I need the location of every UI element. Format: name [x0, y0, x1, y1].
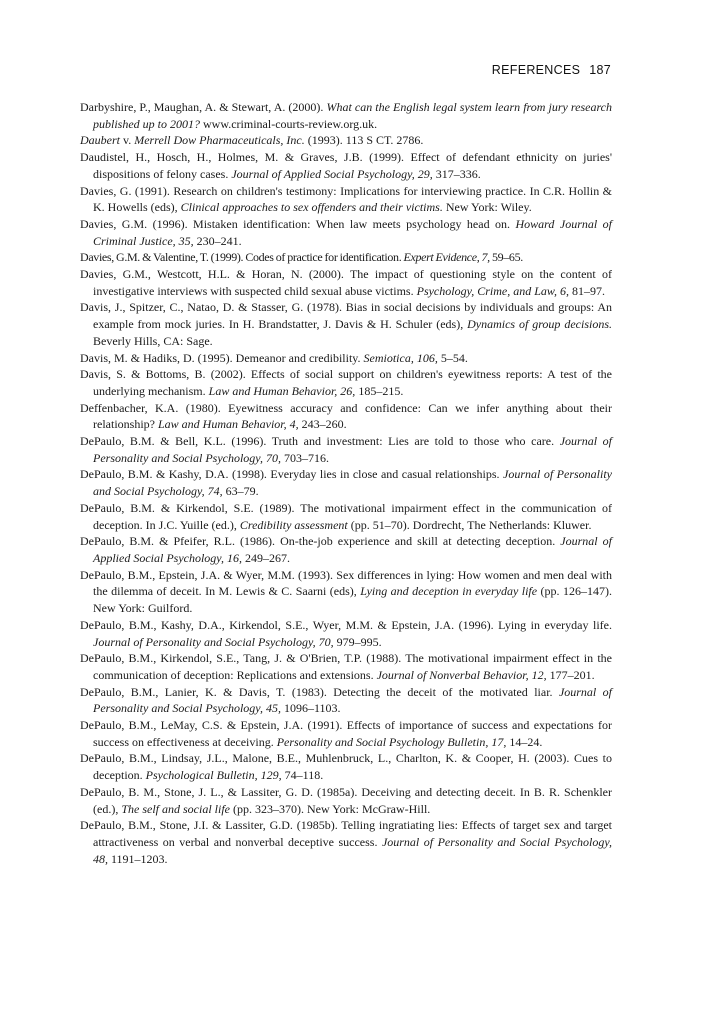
reference-text: (pp. 51–70). Dordrecht, The Netherlands: Kluwer.	[347, 517, 592, 532]
reference-text: Davis, S. & Bottoms, B. (2002). Effects of social support on children's eyewitness reports: A test of the underlying mechanism.	[80, 367, 612, 398]
reference-text: Davis, J., Spitzer, C., Natao, D. & Stasser, G. (1978). Bias in social decisions by individuals and groups: An example from mock juries. In H. Brandstatter, J. Davis & H. Schuler (eds),	[80, 300, 612, 332]
reference-text: 1096–1103.	[280, 701, 341, 716]
reference-text: DePaulo, B.M., Kirkendol, S.E., Tang, J. & O'Brien, T.P. (1988). The motivational impairment effect in the communication of deception: Replications and extensions.	[80, 651, 612, 682]
reference-list	[80, 99, 612, 867]
reference-entry	[80, 99, 612, 132]
reference-entry	[80, 400, 612, 433]
reference-entry	[80, 784, 612, 817]
reference-source-title: Journal of Personality and Social Psychology, 70,	[93, 634, 334, 649]
reference-text: DePaulo, B. M., Stone, J. L., & Lassiter, G. D. (1985a). Deceiving and detecting deceit. In B. R. Schenkler (ed.),	[80, 784, 612, 816]
reference-text: 177–201.	[546, 667, 595, 682]
reference-source-title: Psychology, Crime, and Law, 6,	[416, 283, 570, 298]
reference-text: (pp. 126–147). New York: Guilford.	[93, 584, 613, 616]
reference-text: Davies, G.M., Westcott, H.L. & Horan, N. (2000). The impact of questioning style on the content of investigative interviews with suspected child sexual abuse victims.	[80, 267, 612, 298]
reference-text: DePaulo, B.M., LeMay, C.S. & Epstein, J.A. (1991). Effects of importance of success and expectations for success on effectiveness at deceiving.	[80, 718, 612, 749]
reference-text: Darbyshire, P., Maughan, A. & Stewart, A. (2000).	[80, 100, 327, 114]
reference-text: 185–215.	[355, 383, 404, 398]
reference-source-title: Law and Human Behavior, 26,	[208, 383, 356, 398]
reference-text: DePaulo, B.M., Kashy, D.A., Kirkendol, S.E., Wyer, M.M. & Epstein, J.A. (1996). Lying in everyday life.	[80, 617, 612, 632]
reference-text: Deffenbacher, K.A. (1980). Eyewitness accuracy and confidence: Can we infer anything about their relationship?	[80, 400, 612, 432]
page-number: 187	[589, 63, 611, 77]
reference-text: Davies, G. (1991). Research on children's testimony: Implications for interviewing practice. In C.R. Hollin & K. Howells (eds),	[80, 183, 612, 215]
reference-text: (1993). 113 S CT. 2786.	[304, 133, 424, 148]
reference-entry	[80, 183, 612, 216]
reference-text: www.criminal-courts-review.org.uk.	[200, 116, 378, 131]
reference-entry	[80, 533, 612, 566]
reference-source-title: Daubert	[80, 133, 120, 148]
reference-entry	[80, 249, 612, 266]
reference-entry	[80, 617, 612, 650]
reference-entry	[80, 132, 612, 149]
reference-text: DePaulo, B.M. & Pfeifer, R.L. (1986). On-the-job experience and skill at detecting deception.	[80, 534, 561, 549]
reference-source-title: Clinical approaches to sex offenders and their victims.	[180, 200, 443, 215]
reference-text: 249–267.	[241, 550, 290, 565]
reference-text: Daudistel, H., Hosch, H., Holmes, M. & Graves, J.B. (1999). Effect of defendant ethnicity on juries' dispositions of felony cases.	[80, 150, 612, 181]
reference-text: Beverly Hills, CA: Sage.	[93, 333, 213, 348]
reference-text: Davis, M. & Hadiks, D. (1995). Demeanor and credibility.	[80, 350, 364, 365]
reference-text: (pp. 323–370). New York: McGraw-Hill.	[229, 801, 431, 816]
reference-text: 1191–1203.	[108, 851, 168, 866]
reference-source-title: Credibility assessment	[239, 517, 348, 532]
reference-entry	[80, 149, 612, 182]
reference-entry	[80, 299, 612, 349]
reference-source-title: What can the English legal system learn from jury research published up to 2001?	[93, 100, 612, 131]
running-header	[492, 63, 611, 77]
reference-text: 243–260.	[298, 417, 347, 432]
reference-text: 14–24.	[506, 734, 543, 749]
reference-entry	[80, 266, 612, 299]
reference-text: 979–995.	[333, 634, 382, 649]
reference-text: 317–336.	[432, 166, 481, 181]
reference-text: 81–97.	[569, 283, 606, 298]
reference-text: DePaulo, B.M., Lanier, K. & Davis, T. (1983). Detecting the deceit of the motivated liar.	[80, 684, 559, 699]
reference-text: Davies, G.M. (1996). Mistaken identification: When law meets psychology head on.	[80, 216, 516, 231]
reference-entry	[80, 684, 612, 717]
reference-source-title: Semiotica, 106,	[363, 350, 438, 365]
reference-text: DePaulo, B.M. & Kirkendol, S.E. (1989). The motivational impairment effect in the communication of deception. In J.C. Yuille (ed.),	[80, 500, 612, 532]
reference-entry	[80, 366, 612, 399]
reference-text: 59–65.	[489, 250, 523, 265]
reference-source-title: Law and Human Behavior, 4,	[157, 417, 299, 432]
reference-text: New York: Wiley.	[442, 200, 532, 215]
reference-text: DePaulo, B.M., Stone, J.I. & Lassiter, G.D. (1985b). Telling ingratiating lies: Effects of target sex and target attractiveness on verbal and nonverbal deceptive success.	[80, 818, 612, 849]
reference-text: 230–241.	[193, 233, 242, 248]
reference-entry	[80, 650, 612, 683]
reference-source-title: Personality and Social Psychology Bulletin, 17,	[276, 734, 507, 749]
reference-text: 5–54.	[437, 350, 468, 365]
reference-entry	[80, 216, 612, 249]
reference-source-title: Journal of Personality and Social Psychology, 45,	[93, 684, 612, 716]
reference-text: DePaulo, B.M., Epstein, J.A. & Wyer, M.M. (1993). Sex differences in lying: How women and men deal with the dilemma of deceit. In M. Lewis & C. Saarni (eds),	[80, 567, 612, 599]
reference-entry	[80, 717, 612, 750]
reference-entry	[80, 817, 612, 867]
reference-text: 63–79.	[222, 484, 259, 499]
reference-source-title: Journal of Personality and Social Psychology, 48,	[93, 834, 612, 866]
reference-text: 74–118.	[281, 768, 324, 783]
reference-source-title: Journal of Applied Social Psychology, 29,	[231, 166, 433, 181]
reference-source-title: Expert Evidence, 7,	[403, 250, 490, 265]
reference-source-title: Psychological Bulletin, 129,	[145, 768, 282, 783]
reference-text: DePaulo, B.M. & Bell, K.L. (1996). Truth and investment: Lies are told to those who care.	[80, 434, 560, 449]
reference-source-title: Journal of Nonverbal Behavior, 12,	[376, 667, 547, 682]
reference-source-title: Journal of Personality and Social Psychology, 70,	[93, 434, 612, 465]
reference-text: DePaulo, B.M. & Kashy, D.A. (1998). Everyday lies in close and casual relationships.	[80, 467, 504, 482]
reference-source-title: Journal of Applied Social Psychology, 16,	[93, 534, 612, 565]
reference-source-title: Lying and deception in everyday life	[360, 584, 538, 599]
reference-source-title: Merrell Dow Pharmaceuticals, Inc.	[134, 133, 305, 148]
reference-source-title: Dynamics of group decisions.	[467, 317, 612, 332]
reference-entry	[80, 750, 612, 783]
reference-text: v.	[120, 133, 135, 148]
reference-entry	[80, 350, 612, 367]
reference-text: DePaulo, B.M., Lindsay, J.L., Malone, B.E., Muhlenbruck, L., Charlton, K. & Cooper, H. (2003). Cues to deception.	[80, 751, 612, 783]
reference-text: Davies, G.M. & Valentine, T. (1999). Codes of practice for identification.	[80, 250, 404, 265]
reference-entry	[80, 500, 612, 533]
reference-entry	[80, 567, 612, 617]
reference-entry	[80, 466, 612, 499]
reference-entry	[80, 433, 612, 466]
reference-text: 703–716.	[280, 450, 329, 465]
reference-source-title: Journal of Personality and Social Psychology, 74,	[93, 467, 612, 499]
reference-source-title: The self and social life	[121, 801, 230, 816]
reference-source-title: Howard Journal of Criminal Justice, 35,	[93, 216, 613, 248]
section-title: REFERENCES	[491, 63, 581, 77]
